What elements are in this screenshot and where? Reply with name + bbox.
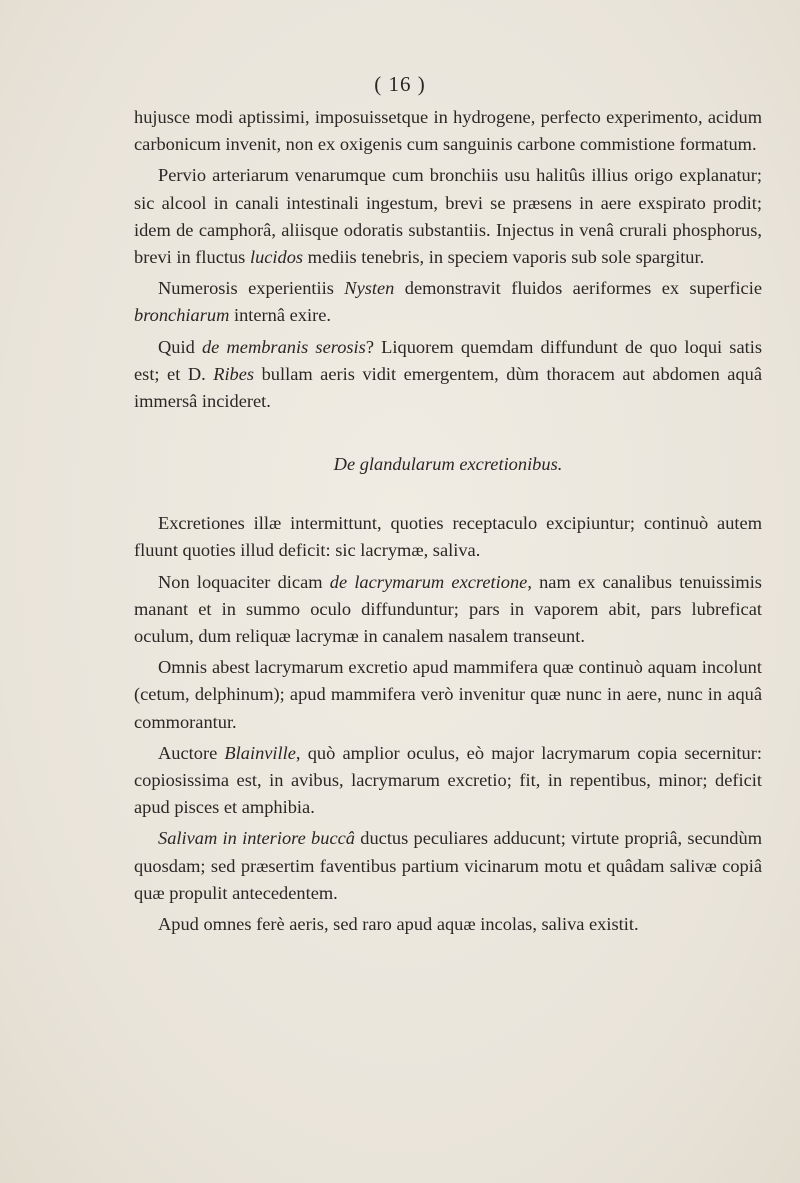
page-number: ( 16 ) — [374, 72, 426, 96]
italic-text-run: de membranis serosis — [201, 336, 366, 357]
paragraph — [134, 825, 762, 907]
paragraph — [134, 275, 762, 329]
paragraphs-after-heading — [134, 510, 762, 938]
section-heading: De glandularum excretionibus. — [333, 454, 563, 475]
paragraph — [134, 104, 762, 158]
text-run: Apud omnes ferè aeris, sed raro apud aquæ incolas, saliva existit. — [158, 914, 639, 935]
text-run: hujusce modi aptissimi, imposuissetque in hydrogene, perfecto experimento, acidum carbonicum invenit, non ex oxigenis cum sanguinis carbone commistione formatum. — [134, 107, 762, 155]
paragraph — [134, 740, 762, 822]
text-run: Pervio arteriarum venarumque cum bronchiis usu halitûs illius origo explanatur; sic alcool in canali intestinali ingestum, brevi se præsens in aere exspirato prodit; idem de camphorâ, aliisque odoratis substantiis. Injectus in venâ crurali phosphorus, brevi in fluctus — [134, 165, 762, 268]
text-run: Omnis abest lacrymarum excretio apud mammifera quæ continuò aquam incolunt (cetum, delphinum); apud mammifera verò invenitur quæ nunc in aere, nunc in aquâ commorantur. — [134, 657, 762, 732]
italic-text-run: Ribes — [213, 363, 255, 384]
text-run: Quid — [158, 336, 202, 357]
paragraph — [134, 510, 762, 564]
text-run: Non loquaciter dicam — [158, 571, 330, 592]
italic-text-run: Salivam in interiore buccâ — [158, 828, 355, 849]
paragraph — [134, 911, 762, 938]
paragraph — [134, 334, 762, 416]
body-text — [134, 104, 762, 938]
italic-text-run: bronchiarum — [134, 305, 230, 326]
text-run: , nam ex canalibus tenuissimis manant et in summo oculo diffunduntur; pars in vaporem abit, pars lubreficat oculum, dum reliquæ lacrymæ in canalem nasalem transeunt. — [134, 571, 762, 647]
text-run: ? Liquorem quemdam diffundunt de quo loqui satis est; et D. — [134, 336, 763, 384]
italic-text-run: de lacrymarum excretione — [329, 571, 528, 592]
text-run: , quò amplior oculus, eò major lacrymarum copia secernitur: copiosissima est, in avibus, lacrymarum excretio; fit, in repentibus, minor; deficit apud pisces et amphibia. — [134, 742, 762, 818]
text-run: Auctore — [158, 742, 225, 763]
text-run: Numerosis experientiis — [158, 278, 345, 299]
paragraph — [134, 654, 762, 736]
italic-text-run: Nysten — [344, 278, 395, 299]
paragraph — [134, 569, 762, 651]
text-run: Excretiones illæ intermittunt, quoties receptaculo excipiuntur; continuò autem fluunt quoties illud deficit: sic lacrymæ, saliva. — [134, 513, 762, 561]
text-run: demonstravit fluidos aeriformes ex superficie — [394, 278, 762, 299]
text-run: ductus peculiares adducunt; virtute propriâ, secundùm quosdam; sed præsertim faventibus partium vicinarum motu et quâdam salivæ copiâ quæ propulit antecedentem. — [134, 828, 762, 903]
italic-text-run: lucidos — [249, 247, 304, 268]
italic-text-run: Blainville — [224, 742, 296, 763]
text-run: mediis tenebris, in speciem vaporis sub sole spargitur. — [303, 247, 705, 268]
paragraph — [134, 162, 762, 271]
text-run: bullam aeris vidit emergentem, dùm thoracem aut abdomen aquâ immersâ incideret. — [134, 363, 763, 412]
text-run: internâ exire. — [229, 305, 331, 326]
paragraphs-before-heading — [134, 104, 762, 415]
